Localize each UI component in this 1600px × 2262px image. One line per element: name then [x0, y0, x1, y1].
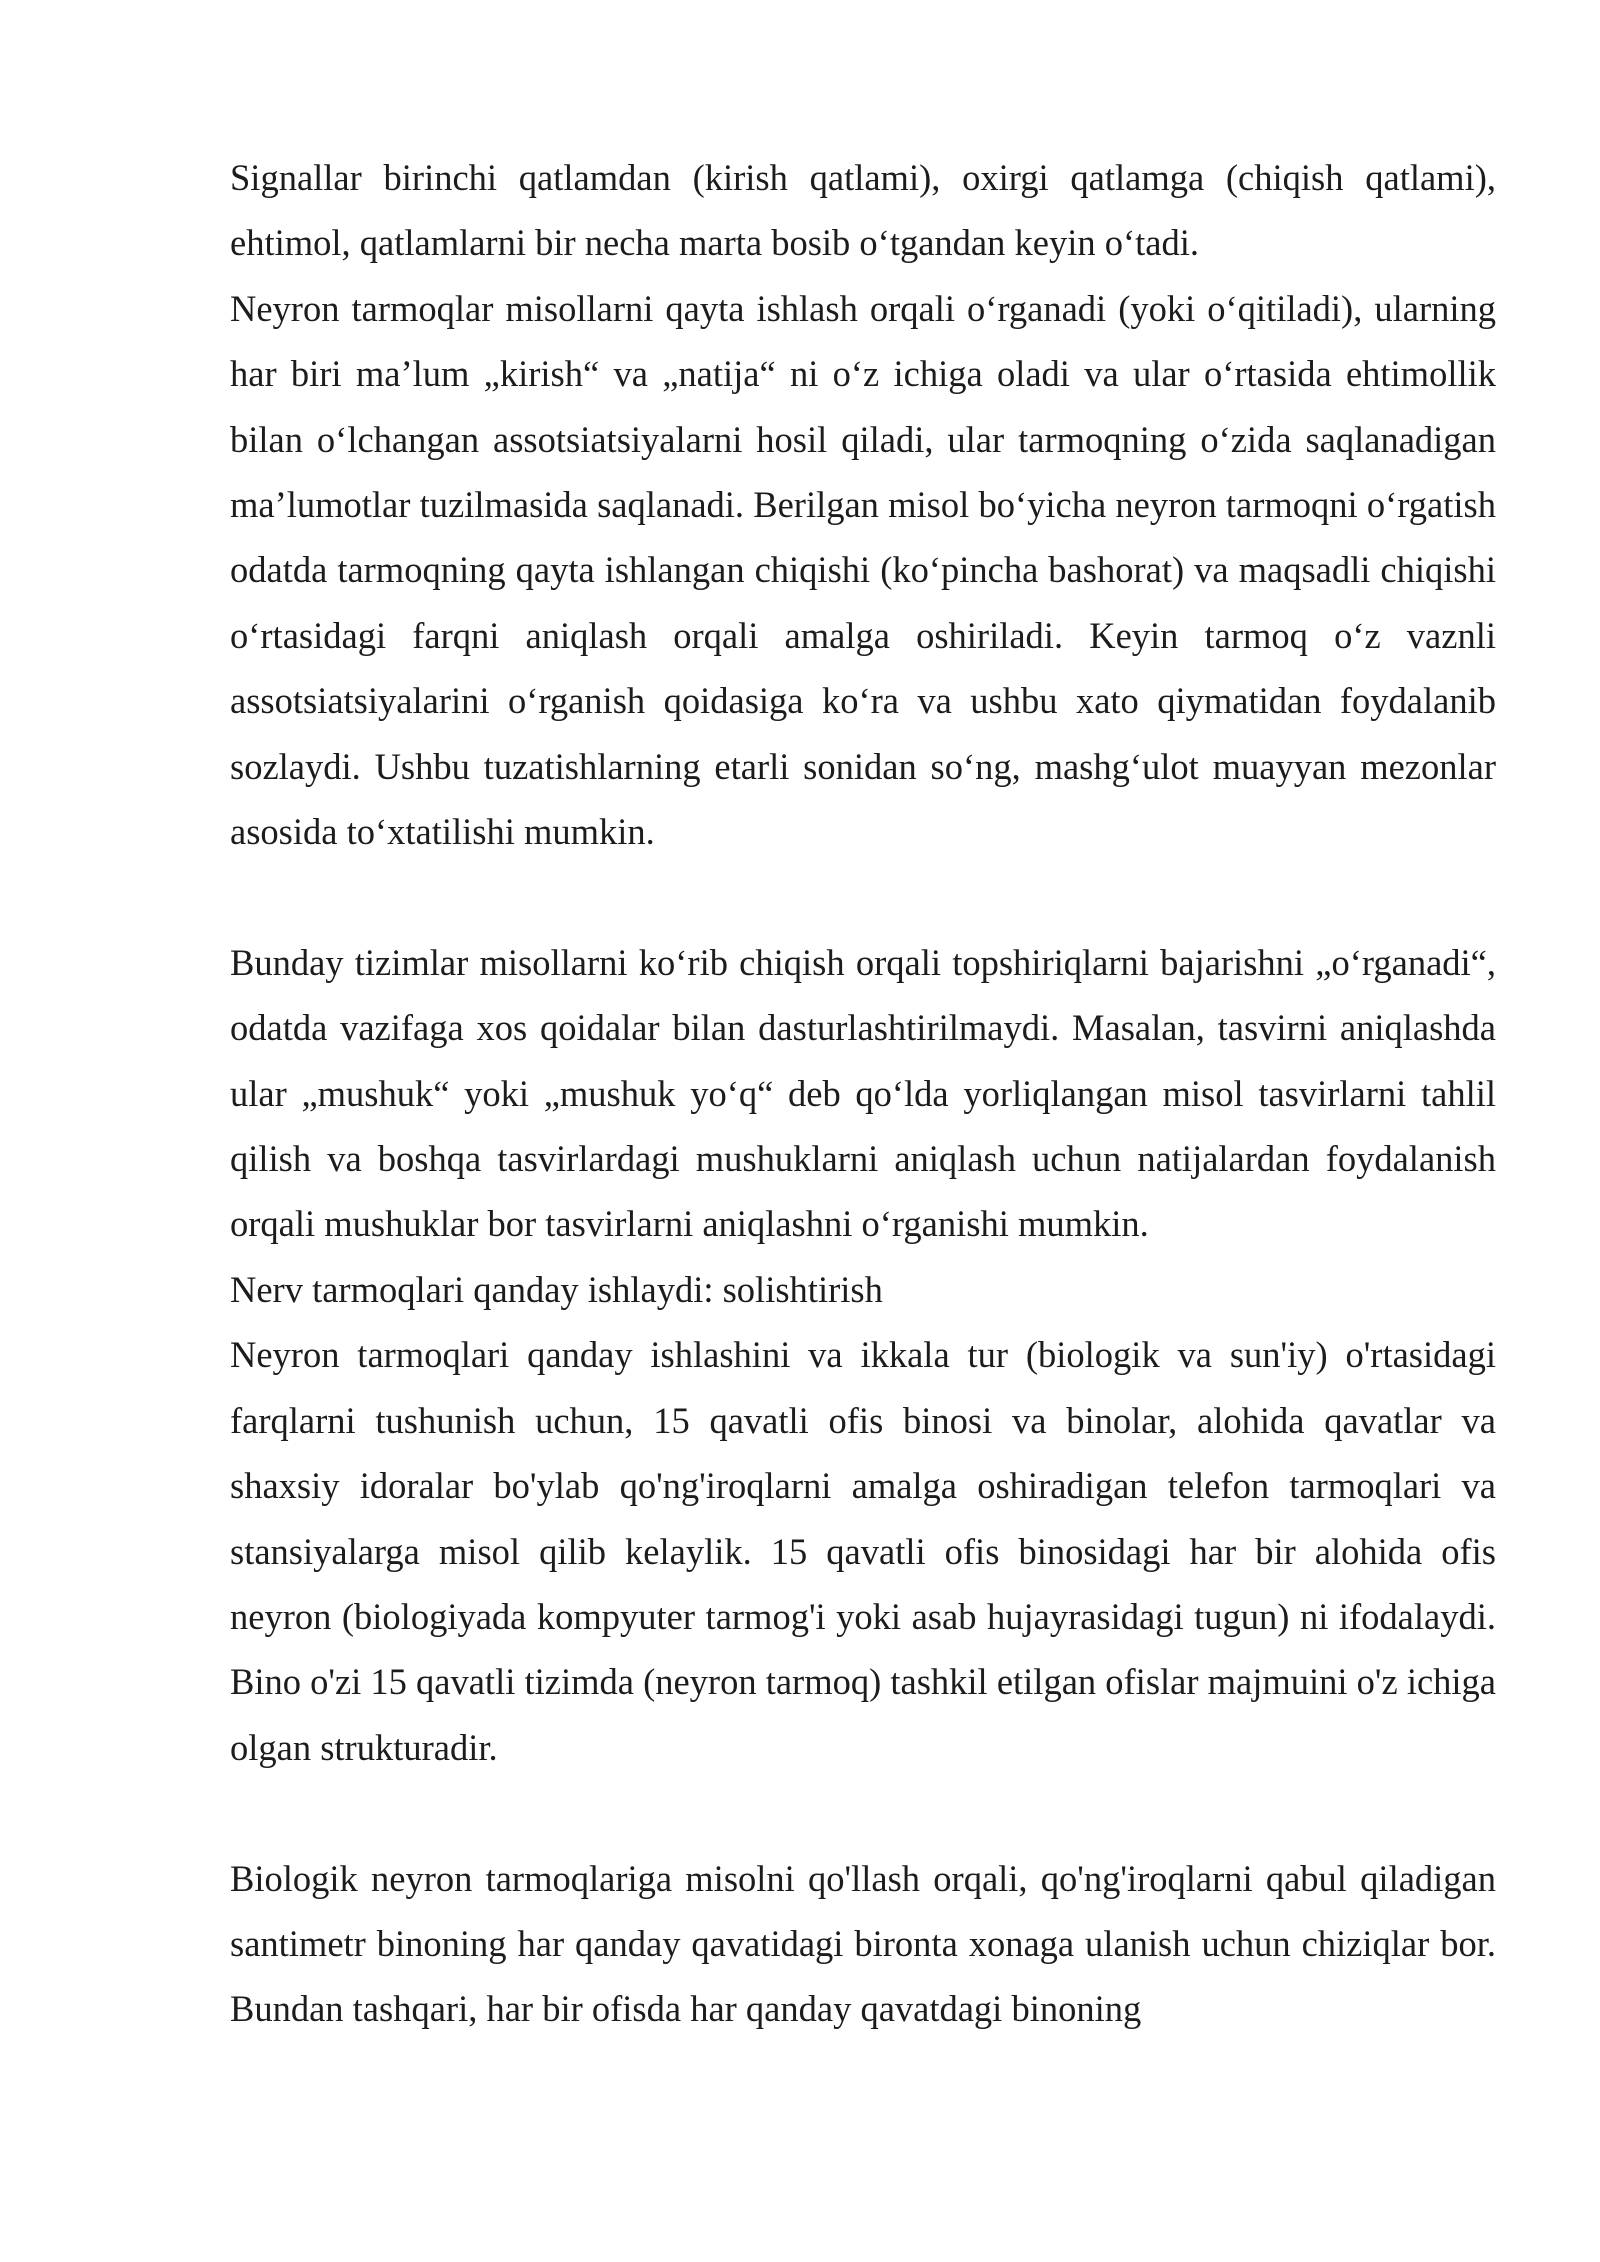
paragraph-spacer: [230, 864, 1496, 929]
section-heading: Nerv tarmoqlari qanday ishlaydi: solishtirish: [230, 1268, 883, 1310]
paragraph-office-analogy: Neyron tarmoqlari qanday ishlashini va ikkala tur (biologik va sun'iy) o'rtasidagi farqlarni tushunish uchun, 15 qavatli ofis binosi va binolar, alohida qavatlar va shaxsiy idoralar bo'ylab qo'ng'iroqlarni amalga oshiradigan telefon tarmoqlari va stansiyalarga misol qilib kelaylik. 15 qavatli ofis binosidagi har bir alohida ofis neyron (biologiyada kompyuter tarmog'i yoki asab hujayrasidagi tugun) ni ifodalaydi. Bino o'zi 15 qavatli tizimda (neyron tarmoq) tashkil etilgan ofislar majmuini o'z ichiga olgan strukturadir.: [230, 1334, 1497, 1768]
paragraph-learning-examples: Bunday tizimlar misollarni ko‘rib chiqish orqali topshiriqlarni bajarishni „o‘rganadi“, odatda vazifaga xos qoidalar bilan dasturlashtirilmaydi. Masalan, tasvirni aniqlashda ular „mushuk“ yoki „mushuk yo‘q“ deb qo‘lda yorliqlangan misol tasvirlarni tahlil qilish va boshqa tasvirlardagi mushuklarni aniqlash uchun natijalardan foydalanish orqali mushuklar bor tasvirlarni aniqlashni o‘rganishi mumkin.: [230, 941, 1496, 1245]
document-body: [230, 145, 1496, 2042]
paragraph-training: Neyron tarmoqlar misollarni qayta ishlash orqali o‘rganadi (yoki o‘qitiladi), ularning har biri ma’lum „kirish“ va „natija“ ni o‘z ichiga oladi va ular o‘rtasida ehtimollik bilan o‘lchangan assotsiatsiyalarni hosil qiladi, ular tarmoqning o‘zida saqlanadigan ma’lumotlar tuzilmasida saqlanadi. Berilgan misol bo‘yicha neyron tarmoqni o‘rgatish odatda tarmoqning qayta ishlangan chiqishi (ko‘pincha bashorat) va maqsadli chiqishi o‘rtasidagi farqni aniqlash orqali amalga oshiriladi. Keyin tarmoq o‘z vaznli assotsiatsiyalarini o‘rganish qoidasiga ko‘ra va ushbu xato qiymatidan foydalanib sozlaydi. Ushbu tuzatishlarning etarli sonidan so‘ng, mashg‘ulot muayyan mezonlar asosida to‘xtatilishi mumkin.: [230, 287, 1496, 853]
paragraph-biological-example: Biologik neyron tarmoqlariga misolni qo'llash orqali, qo'ng'iroqlarni qabul qiladigan santimetr binoning har qanday qavatidagi bironta xonaga ulanish uchun chiziqlar bor. Bundan tashqari, har bir ofisda har qanday qavatdagi binoning: [230, 1857, 1496, 2030]
paragraph-signals: Signallar birinchi qatlamdan (kirish qatlami), oxirgi qatlamga (chiqish qatlami), ehtimol, qatlamlarni bir necha marta bosib o‘tgandan keyin o‘tadi.: [230, 157, 1496, 264]
paragraph-spacer: [230, 1780, 1496, 1845]
